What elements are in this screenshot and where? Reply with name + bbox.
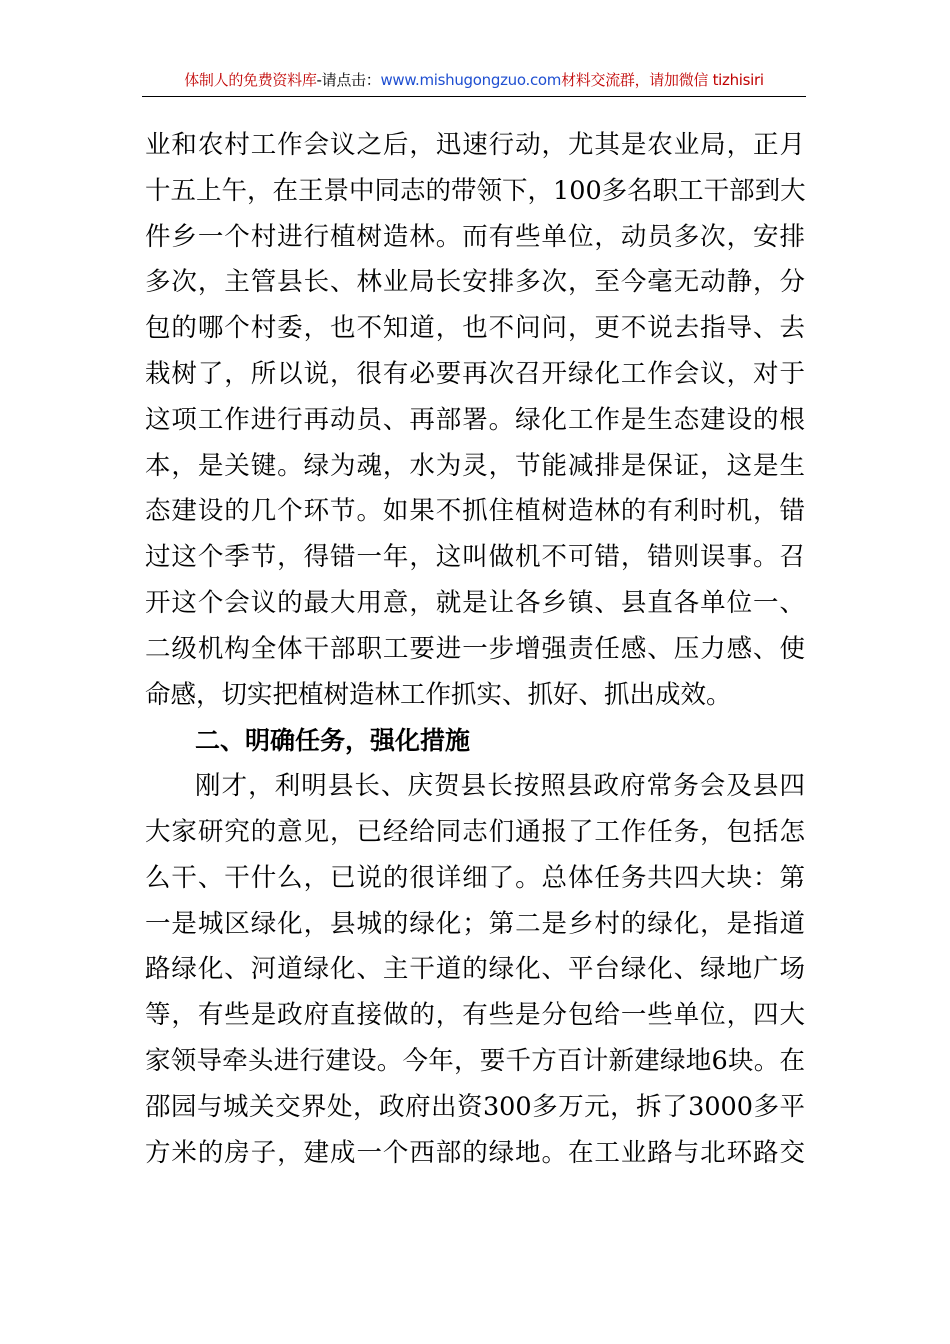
- text-line: 包的哪个村委，也不知道，也不问问，更不说去指导、去: [145, 313, 805, 344]
- text-line: 邵园与城关交界处，政府出资300多万元，拆了3000多平: [145, 1091, 805, 1122]
- text-line: 件乡一个村进行植树造林。而有些单位，动员多次，安排: [145, 221, 805, 252]
- text-line: 这项工作进行再动员、再部署。绿化工作是生态建设的根: [145, 404, 805, 435]
- document-body: [145, 123, 805, 1176]
- header-site-name: 体制人的免费资料库: [184, 71, 317, 89]
- text-line: 开这个会议的最大用意，就是让各乡镇、县直各单位一、: [145, 587, 805, 618]
- text-line: 方米的房子，建成一个西部的绿地。在工业路与北环路交: [145, 1137, 805, 1168]
- text-line: 业和农村工作会议之后，迅速行动，尤其是农业局，正月: [145, 130, 805, 160]
- text-line: 路绿化、河道绿化、主干道的绿化、平台绿化、绿地广场: [145, 954, 805, 985]
- section-heading: 二、明确任务，强化措施: [195, 726, 471, 756]
- text-line: 么干、干什么，已说的很详细了。总体任务共四大块：第: [145, 862, 805, 893]
- text-line: 十五上午，在王景中同志的带领下，100多名职工干部到大: [145, 175, 806, 206]
- text-line: 大家研究的意见，已经给同志们通报了工作任务，包括怎: [145, 816, 805, 847]
- text-line: 等，有些是政府直接做的，有些是分包给一些单位，四大: [145, 1000, 805, 1031]
- text-line: 二级机构全体干部职工要进一步增强责任感、压力感、使: [145, 633, 805, 664]
- text-line: 刚才，利明县长、庆贺县长按照县政府常务会及县四: [195, 771, 805, 802]
- header-url-link[interactable]: www.mishugongzuo.com: [380, 71, 562, 89]
- text-line: 本，是关键。绿为魂，水为灵，节能减排是保证，这是生: [145, 450, 805, 481]
- text-line: 命感，切实把植树造林工作抓实、抓好、抓出成效。: [145, 679, 732, 710]
- text-line: 多次，主管县长、林业局长安排多次，至今毫无动静，分: [145, 267, 805, 298]
- header-contact: 材料交流群，请加微信 tizhisiri: [561, 71, 764, 89]
- header-prompt: -请点击：: [316, 71, 381, 89]
- text-line: 一是城区绿化，县城的绿化；第二是乡村的绿化，是指道: [145, 908, 805, 939]
- text-line: 态建设的几个环节。如果不抓住植树造林的有利时机，错: [145, 496, 805, 527]
- page-header: [142, 70, 806, 97]
- text-line: 家领导牵头进行建设。今年，要千方百计新建绿地6块。在: [145, 1045, 805, 1076]
- text-line: 栽树了，所以说，很有必要再次召开绿化工作会议，对于: [145, 358, 805, 389]
- text-line: 过这个季节，得错一年，这叫做机不可错，错则误事。召: [145, 542, 805, 573]
